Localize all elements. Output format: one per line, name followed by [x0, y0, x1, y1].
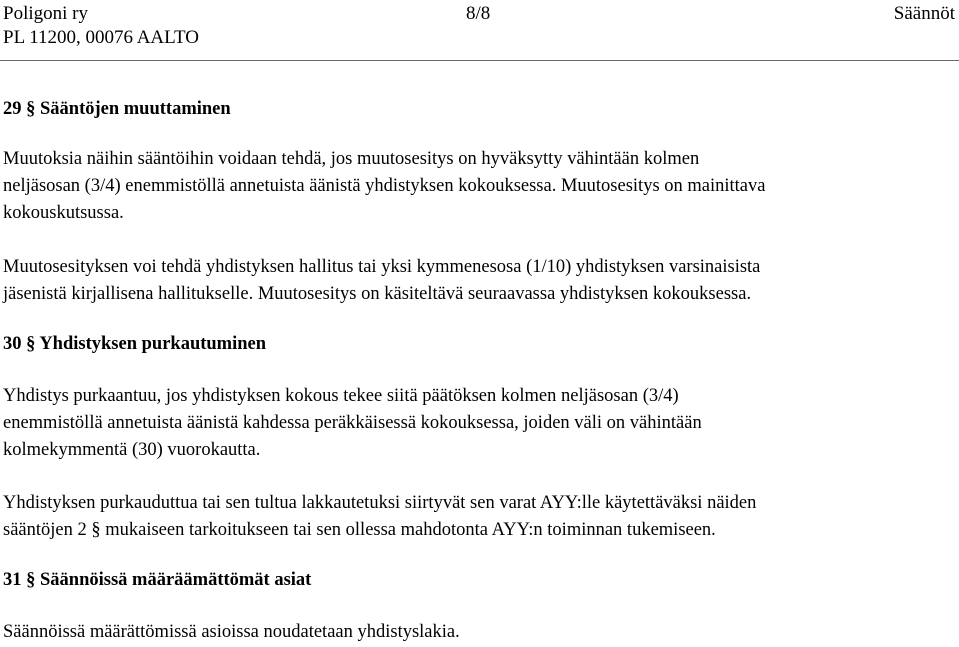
paragraph-line: sääntöjen 2 § mukaiseen tarkoitukseen tai sen ollessa mahdotonta AYY:n toiminnan tukemiseen.: [3, 520, 716, 540]
paragraph-line: kolmekymmentä (30) vuorokautta.: [3, 440, 261, 460]
section-30-paragraph-1: [3, 383, 955, 464]
paragraph-line: Muutoksia näihin sääntöihin voidaan tehdä, jos muutosesitys on hyväksytty vähintään kolmen: [3, 149, 700, 169]
header-org-name: Poligoni ry: [3, 3, 88, 24]
section-heading-30: 30 § Yhdistyksen purkautuminen: [3, 334, 267, 354]
paragraph-line: Muutosesityksen voi tehdä yhdistyksen hallitus tai yksi kymmenesosa (1/10) yhdistyksen varsinaisista: [3, 257, 761, 277]
section-29-paragraph-1: [3, 146, 955, 227]
section-30-paragraph-2: [3, 490, 955, 544]
paragraph-line: Yhdistys purkaantuu, jos yhdistyksen kokous tekee siitä päätöksen kolmen neljäsosan (3/4): [3, 386, 679, 406]
paragraph-line: neljäsosan (3/4) enemmistöllä annetuista äänistä yhdistyksen kokouksessa. Muutosesitys on mainittava: [3, 176, 766, 196]
paragraph-line: Säännöissä määrättömissä asioissa noudatetaan yhdistyslakia.: [3, 622, 460, 642]
header-page-number: 8/8: [466, 3, 491, 24]
header-divider: [0, 60, 959, 61]
section-29-paragraph-2: [3, 254, 955, 308]
paragraph-line: jäsenistä kirjallisena hallitukselle. Muutosesitys on käsiteltävä seuraavassa yhdistyksen kokouksessa.: [3, 284, 752, 304]
section-31-paragraph-1: [3, 619, 955, 646]
section-heading-31: 31 § Säännöissä määräämättömät asiat: [3, 570, 312, 590]
paragraph-line: Yhdistyksen purkauduttua tai sen tultua lakkautetuksi siirtyvät sen varat AYY:lle käytettäväksi näiden: [3, 493, 757, 513]
section-heading-29: 29 § Sääntöjen muuttaminen: [3, 99, 231, 119]
header-address: PL 11200, 00076 AALTO: [3, 27, 200, 48]
header-doc-title: Säännöt: [893, 3, 955, 24]
paragraph-line: enemmistöllä annetuista äänistä kahdessa peräkkäisessä kokouksessa, joiden väli on vähintään: [3, 413, 702, 433]
paragraph-line: kokouskutsussa.: [3, 203, 124, 223]
